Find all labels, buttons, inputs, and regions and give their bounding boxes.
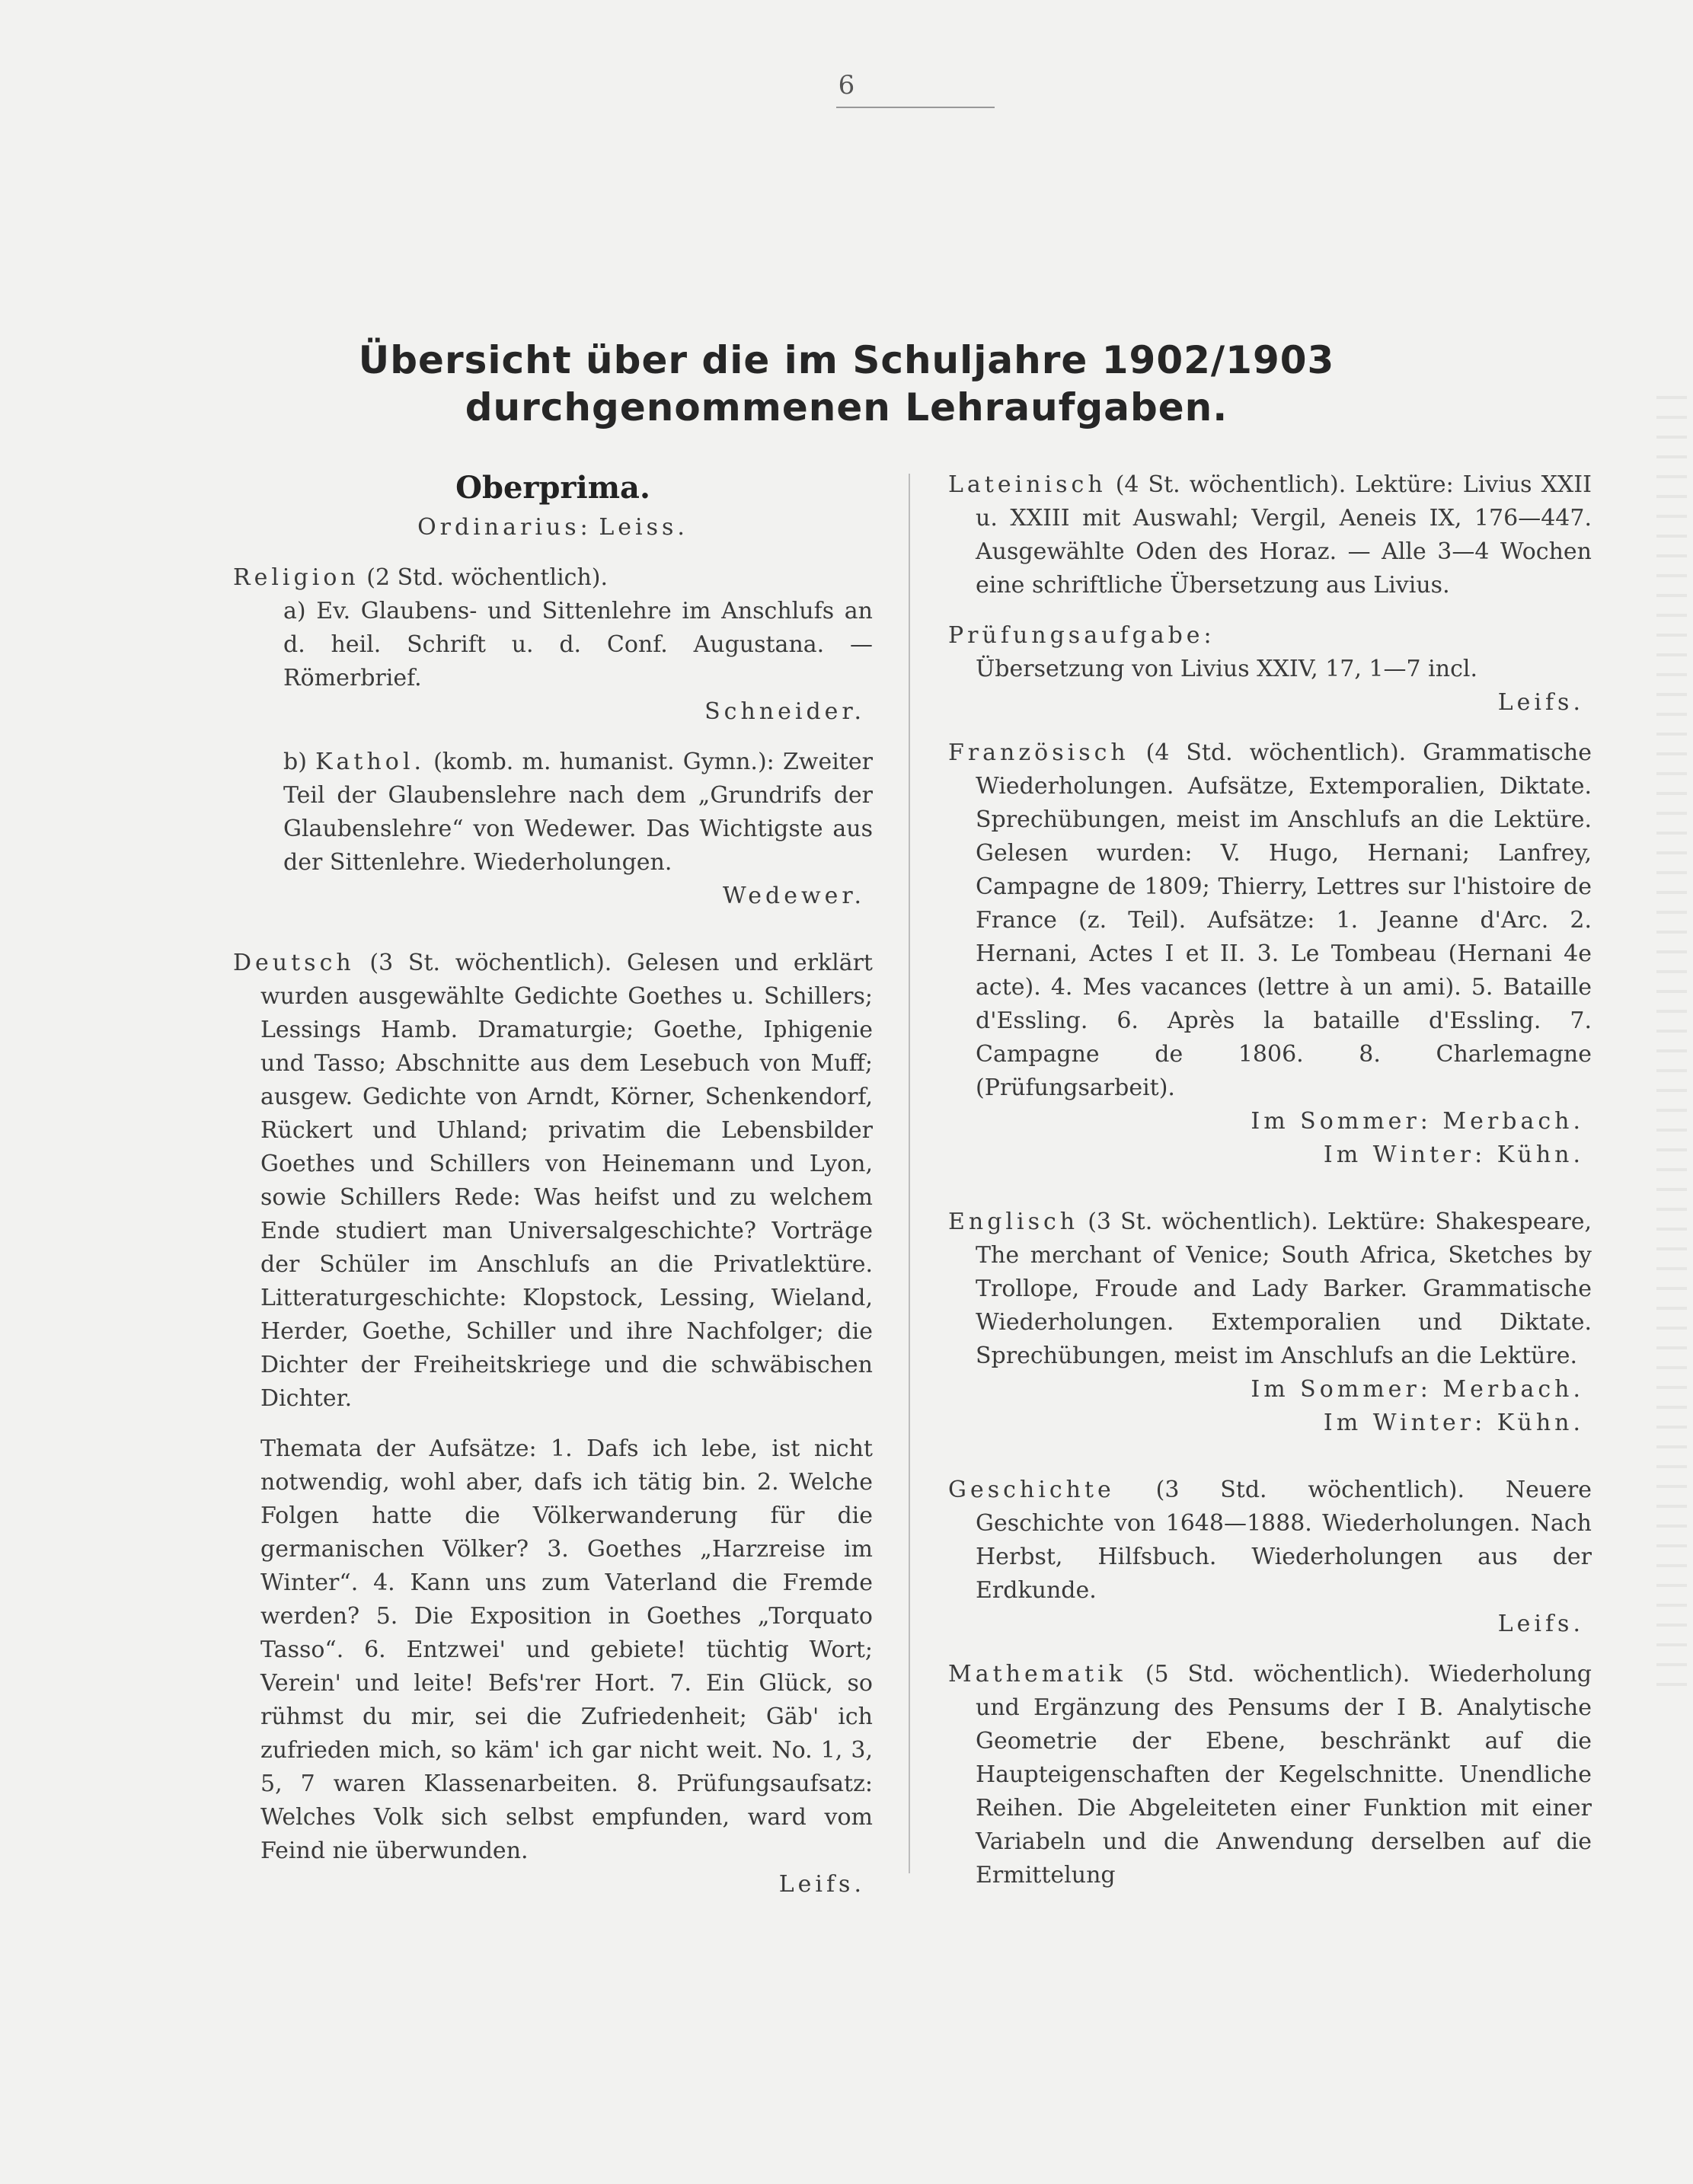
ordinarius-line	[233, 511, 873, 544]
religion-a-teacher: Schneider.	[704, 698, 865, 725]
pruefung-text: Übersetzung von Livius XXIV, 17, 1—7 incl.	[976, 656, 1478, 682]
religion-b-teacher: Wedewer.	[722, 883, 865, 909]
geschichte-paragraph	[948, 1474, 1592, 1608]
franz-paragraph	[948, 736, 1592, 1105]
deutsch-text: (3 St. wöchentlich). Gelesen und erklärt wurden ausgewählte Gedichte Goethes u. Schillers; Lessings Hamb. Dramaturgie; Goethe, Iphigenie und Tasso; Abschnitte aus dem Lesebuch von Muff; ausgew. Gedichte von Arndt, Körner, Schenkendorf, Rückert und Uhland; privatim die Lebensbilder Goethes und Schillers von Heinemann und Lyon, sowie Schillers Rede: Was heifst und zu welchem Ende studiert man Universalgeschichte? Vorträge der Schüler im Anschlufs an die Privatlektüre. Litteraturgeschichte: Klopstock, Lessing, Wieland, Herder, Goethe, Schiller und ihre Nachfolger; die Dichter der Freiheitskriege und die schwäbischen Dichter.	[260, 950, 873, 1412]
geschichte-text: (3 Std. wöchentlich). Neuere Geschichte von 1648—1888. Wiederholungen. Nach Herbst, Hilfsbuch. Wiederholungen aus der Erdkunde.	[976, 1477, 1592, 1604]
class-heading: Oberprima.	[455, 470, 650, 506]
column-divider	[909, 474, 910, 1873]
page-number: 6	[838, 70, 855, 101]
religion-b-label: b)	[283, 749, 307, 775]
ordinarius-label: Ordinarius:	[417, 514, 592, 541]
religion-subject: Religion	[233, 564, 359, 591]
pruefung-label: Prüfungsaufgabe:	[948, 622, 1215, 649]
mathematik-text: (5 Std. wöchentlich). Wiederholung und Ergänzung des Pensums der I B. Analytische Geometrie der Ebene, beschränkt auf die Haupteigenschaften der Kegelschnitte. Unendliche Reihen. Die Abgeleiteten einer Funktion mit einer Variabeln und die Anwendung derselben auf die Ermittelung	[976, 1661, 1592, 1889]
franz-subject: Französisch	[948, 739, 1129, 766]
header-rule	[836, 107, 995, 108]
title-line-2: durchgenommenen Lehraufgaben.	[465, 385, 1228, 429]
deutsch-subject: Deutsch	[233, 950, 355, 976]
englisch-section	[948, 1205, 1592, 1440]
geschichte-subject: Geschichte	[948, 1477, 1115, 1503]
geschichte-section	[948, 1474, 1592, 1641]
latein-paragraph	[948, 468, 1592, 602]
pruefung-teacher: Leifs.	[1497, 689, 1584, 716]
religion-section	[233, 561, 873, 913]
bleed-through-margin	[1656, 396, 1687, 1691]
englisch-summer-teacher: Im Sommer: Merbach.	[1251, 1376, 1584, 1403]
right-column	[948, 468, 1592, 1892]
franz-winter-teacher: Im Winter: Kühn.	[1323, 1141, 1584, 1168]
latein-text: (4 St. wöchentlich). Lektüre: Livius XXII u. XXIII mit Auswahl; Vergil, Aeneis IX, 176—447. Ausgewählte Oden des Horaz. — Alle 3—4 Wochen eine schriftliche Übersetzung aus Livius.	[976, 471, 1592, 599]
left-column	[233, 468, 873, 1901]
deutsch-paragraph	[233, 947, 873, 1416]
mathematik-subject: Mathematik	[948, 1661, 1126, 1687]
deutsch-section	[233, 947, 873, 1901]
franz-text: (4 Std. wöchentlich). Grammatische Wiederholungen. Aufsätze, Extemporalien, Diktate. Sprechübungen, meist im Anschlufs an die Lektüre. Gelesen wurden: V. Hugo, Hernani; Lanfrey, Campagne de 1809; Thierry, Lettres sur l'histoire de France (z. Teil). Aufsätze: 1. Jeanne d'Arc. 2. Hernani, Actes I et II. 3. Le Tombeau (Hernani 4e acte). 4. Mes vacances (lettre à un ami). 5. Bataille d'Essling. 6. Après la bataille d'Essling. 7. Campagne de 1806. 8. Charlemagne (Prüfungsarbeit).	[976, 739, 1592, 1101]
religion-hours: (2 Std. wöchentlich).	[366, 564, 609, 591]
latein-subject: Lateinisch	[948, 471, 1107, 498]
religion-heading	[233, 561, 873, 595]
franz-summer-teacher: Im Sommer: Merbach.	[1251, 1108, 1584, 1135]
deutsch-teacher: Leifs.	[778, 1871, 865, 1898]
englisch-subject: Englisch	[948, 1209, 1079, 1235]
pruefung-section	[948, 619, 1592, 720]
englisch-winter-teacher: Im Winter: Kühn.	[1323, 1410, 1584, 1436]
deutsch-themes: Themata der Aufsätze: 1. Dafs ich lebe, ist nicht notwendig, wohl aber, dafs ich tätig bin. 2. Welche Folgen hatte die Völkerwanderung für die germanischen Völker? 3. Goethes „Harzreise im Winter“. 4. Kann uns zum Vaterland die Fremde werden? 5. Die Exposition in Goethes „Torquato Tasso“. 6. Entzwei' und gebiete! tüchtig Wort; Verein' und leite! Befs'rer Hort. 7. Ein Glück, so rühmst du mir, sei die Zufriedenheit; Gäb' ich zufrieden mich, so käm' ich gar nicht weit. No. 1, 3, 5, 7 waren Klassenarbeiten. 8. Prüfungsaufsatz: Welches Volk sich selbst empfunden, ward vom Feind nie überwunden.	[260, 1435, 873, 1864]
geschichte-teacher: Leifs.	[1497, 1611, 1584, 1637]
title-line-1: Übersicht über die im Schuljahre 1902/1903	[358, 338, 1335, 382]
religion-b-text: (komb. m. humanist. Gymn.): Zweiter Teil der Glaubenslehre nach dem „Grundrifs der Glaubenslehre“ von Wedewer. Das Wichtigste aus der Sittenlehre. Wiederholungen.	[283, 749, 873, 876]
religion-b-paragraph	[233, 746, 873, 880]
mathematik-section	[948, 1658, 1592, 1892]
franz-section	[948, 736, 1592, 1172]
ordinarius-name: Leiss.	[599, 514, 688, 541]
englisch-paragraph	[948, 1205, 1592, 1373]
page-title	[0, 337, 1693, 431]
mathematik-paragraph	[948, 1658, 1592, 1892]
religion-a-text: a) Ev. Glaubens- und Sittenlehre im Anschlufs an d. heil. Schrift u. d. Conf. Augustana. — Römerbrief.	[283, 598, 873, 691]
religion-b-subject: Kathol.	[315, 749, 425, 775]
englisch-text: (3 St. wöchentlich). Lektüre: Shakespeare, The merchant of Venice; South Africa, Sketches by Trollope, Froude and Lady Barker. Grammatische Wiederholungen. Extemporalien und Diktate. Sprechübungen, meist im Anschlufs an die Lektüre.	[976, 1209, 1592, 1369]
